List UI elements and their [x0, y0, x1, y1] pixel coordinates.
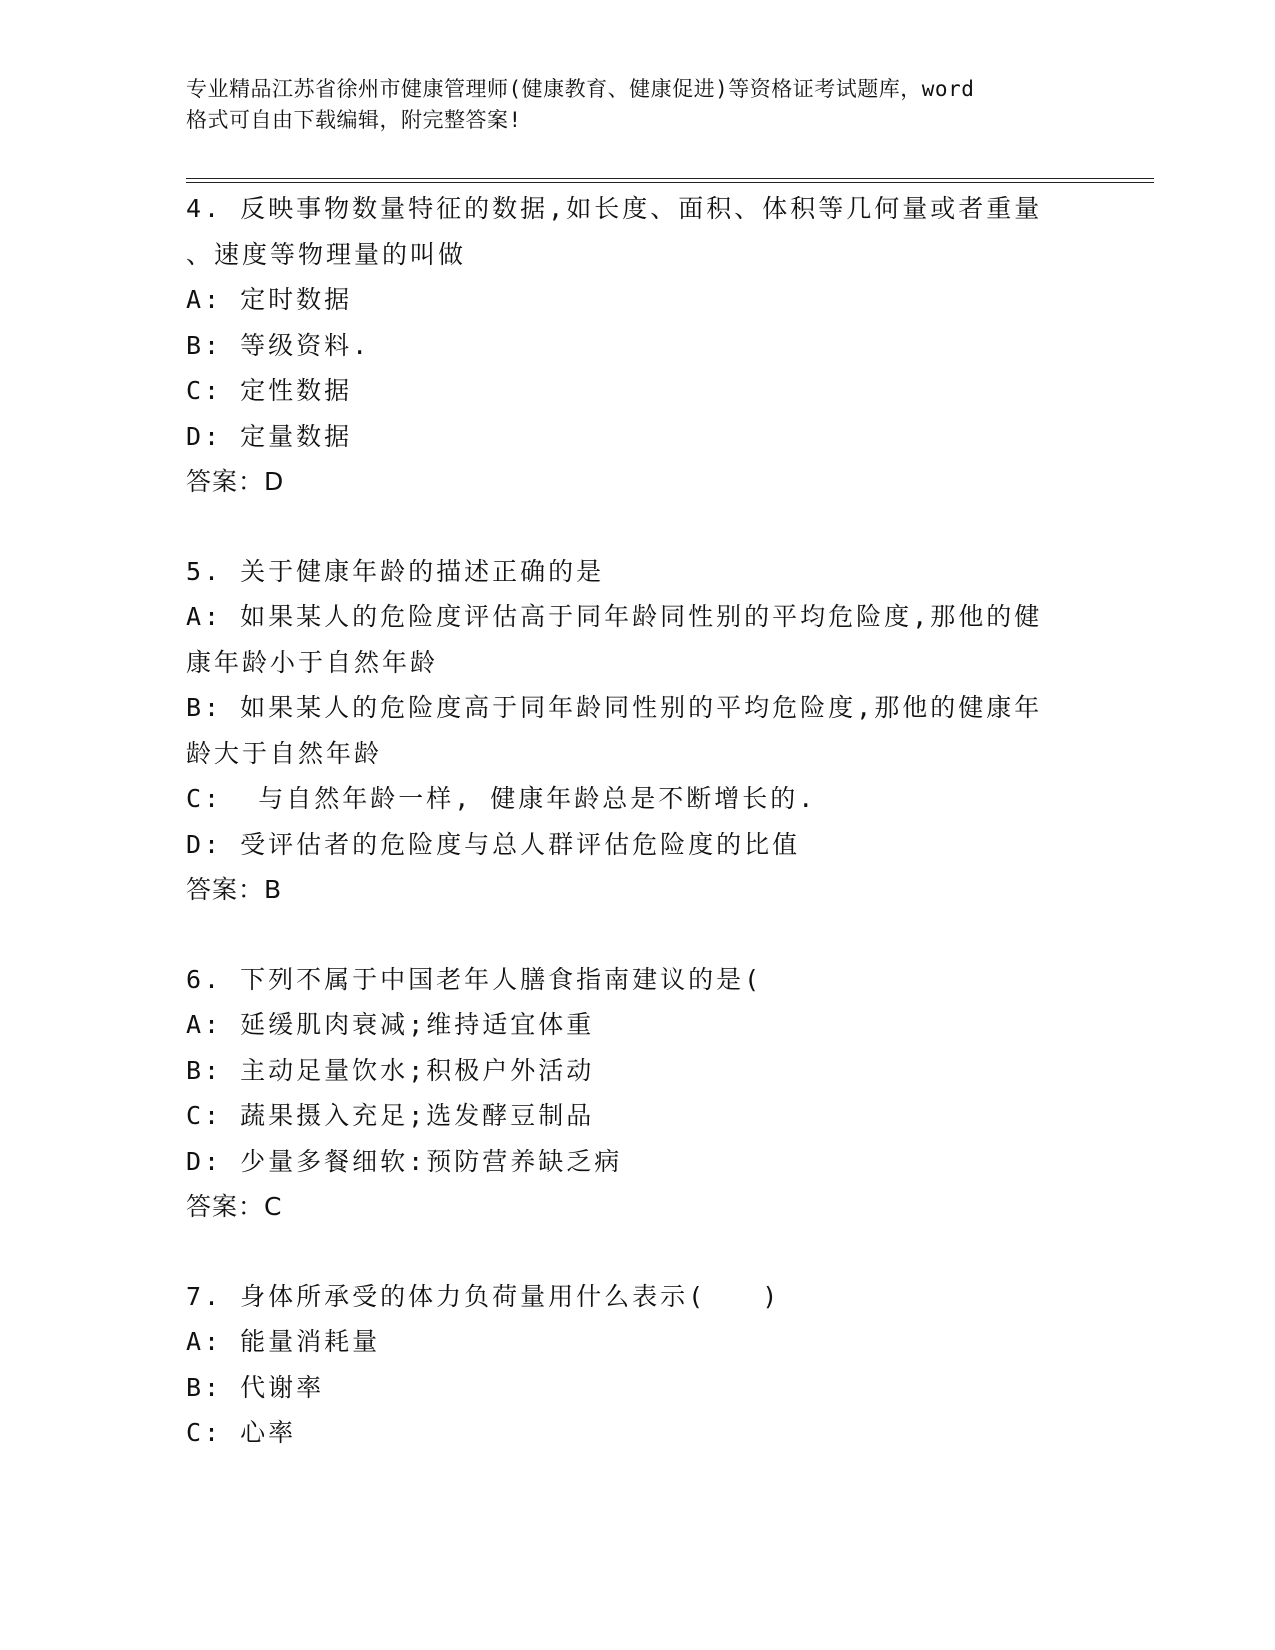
- header-line-1: 专业精品江苏省徐州市健康管理师(健康教育、健康促进)等资格证考试题库，word: [186, 77, 975, 101]
- option-b: B: 如果某人的危险度高于同年龄同性别的平均危险度,那他的健康年: [186, 693, 1043, 722]
- option-a: A: 延缓肌肉衰减;维持适宜体重: [186, 1010, 595, 1039]
- question-list: [186, 186, 1066, 1456]
- question-stem-line: 6. 下列不属于中国老年人膳食指南建议的是(: [186, 964, 763, 994]
- option-c: C: 心率: [186, 1418, 297, 1447]
- option-a-continued: 康年龄小于自然年龄: [186, 647, 439, 677]
- question-stem-line: 4. 反映事物数量特征的数据,如长度、面积、体积等几何量或者重量: [186, 194, 1043, 223]
- header-rule-top: [186, 178, 1154, 179]
- question-5: [186, 549, 1066, 913]
- option-a: A: 如果某人的危险度评估高于同年龄同性别的平均危险度,那他的健: [186, 602, 1043, 631]
- question-spacer: [186, 1230, 1066, 1274]
- option-c: C: 与自然年龄一样, 健康年龄总是不断增长的.: [186, 784, 817, 813]
- answer-line: 答案：D: [186, 467, 285, 496]
- option-d: D: 定量数据: [186, 421, 353, 451]
- header-line-2: 格式可自由下载编辑，附完整答案!: [186, 108, 522, 132]
- question-spacer: [186, 913, 1066, 957]
- option-b: B: 等级资料.: [186, 330, 371, 360]
- header-rule-bottom: [186, 182, 1154, 183]
- question-stem-line: 、速度等物理量的叫做: [186, 239, 467, 269]
- question-stem-line: 5. 关于健康年龄的描述正确的是: [186, 556, 605, 586]
- option-b: B: 主动足量饮水;积极户外活动: [186, 1055, 595, 1085]
- question-6: [186, 957, 1066, 1230]
- option-a: A: 定时数据: [186, 285, 353, 314]
- option-b: B: 代谢率: [186, 1372, 325, 1402]
- option-a: A: 能量消耗量: [186, 1327, 381, 1356]
- option-b-continued: 龄大于自然年龄: [186, 738, 383, 768]
- option-d: D: 少量多餐细软:预防营养缺乏病: [186, 1146, 623, 1176]
- option-c: C: 蔬果摄入充足;选发酵豆制品: [186, 1101, 595, 1130]
- question-stem-line: 7. 身体所承受的体力负荷量用什么表示( ): [186, 1281, 781, 1311]
- option-c: C: 定性数据: [186, 376, 353, 405]
- option-d: D: 受评估者的危险度与总人群评估危险度的比值: [186, 829, 801, 859]
- question-spacer: [186, 505, 1066, 549]
- answer-line: 答案：B: [186, 875, 283, 904]
- answer-line: 答案：C: [186, 1192, 283, 1221]
- document-header: [186, 74, 1086, 136]
- question-7: [186, 1274, 1066, 1456]
- question-4: [186, 186, 1066, 505]
